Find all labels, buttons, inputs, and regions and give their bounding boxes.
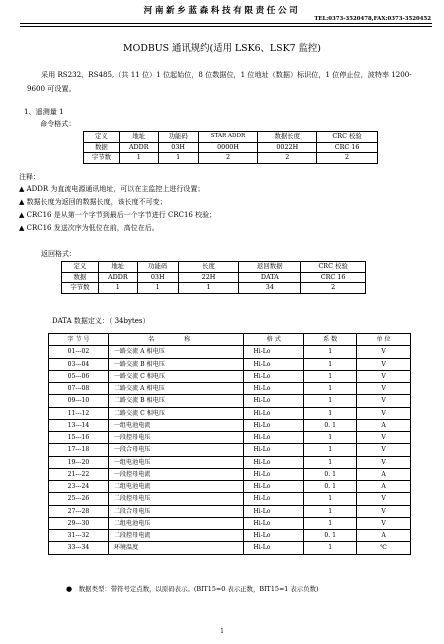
- table-cell: 一段控母电流: [108, 468, 244, 480]
- note-text: ADDR 为直流电源通讯地址，可以在主监控上进行设置；: [26, 185, 205, 193]
- table-cell: Hi-Lo: [244, 493, 304, 505]
- table-cell: Hi-Lo: [244, 383, 304, 395]
- table-cell: 二路交流 B 相电压: [108, 395, 244, 407]
- table-cell: 1: [304, 370, 357, 382]
- table-cell: 一段控母电压: [108, 432, 244, 444]
- cell: 03H: [137, 272, 178, 283]
- intro-paragraph: [27, 68, 423, 96]
- table-cell: V: [357, 517, 411, 529]
- table-cell: Hi-Lo: [244, 444, 304, 456]
- cell: 2: [258, 153, 317, 164]
- intro-text: 采用 RS232、RS485,（共 11 位）1 位起始位，8 位数据位，1 位地址（数据）标识位，1 位停止位，波特率 1200-9600 可设置。: [27, 70, 412, 93]
- table-cell: V: [357, 432, 411, 444]
- cell: 0022H: [258, 142, 317, 153]
- table-cell: Hi-Lo: [244, 419, 304, 431]
- table-cell: A: [357, 468, 411, 480]
- cell: CRC 校验: [301, 262, 366, 273]
- footnote: [66, 584, 318, 593]
- table-cell: 一路交流 C 相电压: [108, 370, 244, 382]
- header-cell: 系 数: [304, 334, 357, 346]
- table-cell: 1: [304, 542, 357, 554]
- triangle-bullet-icon: ▲: [19, 198, 25, 206]
- table-cell: 一路交流 B 相电压: [108, 358, 244, 370]
- table-cell: V: [357, 444, 411, 456]
- cell: 字节数: [62, 283, 99, 294]
- table-cell: V: [357, 505, 411, 517]
- table-row: [49, 358, 411, 370]
- table-row: [49, 395, 411, 407]
- table-cell: V: [357, 383, 411, 395]
- table-cell: Hi-Lo: [244, 456, 304, 468]
- return-data-row: [62, 272, 366, 283]
- cell: CRC 16: [301, 272, 366, 283]
- cell: 数据: [62, 272, 99, 283]
- table-cell: 1: [304, 358, 357, 370]
- table-cell: 13---14: [49, 419, 109, 431]
- cell: 地址: [119, 132, 158, 143]
- cell: 0000H: [198, 142, 258, 153]
- table-row: [49, 468, 411, 480]
- document-title: MODBUS 通讯规约(适用 LSK6、LSK7 监控): [123, 43, 321, 54]
- command-data-row: [84, 142, 378, 153]
- table-cell: 09---10: [49, 395, 109, 407]
- cell: 定义: [84, 132, 120, 143]
- return-table: [61, 261, 366, 294]
- section-heading: 1、遥测量 1: [24, 107, 64, 116]
- table-cell: 31---32: [49, 530, 109, 542]
- table-cell: 11---12: [49, 407, 109, 419]
- table-row: [49, 444, 411, 456]
- note-text: CRC16 发送次序为低位在前，高位在后。: [26, 224, 159, 232]
- triangle-bullet-icon: ▲: [19, 224, 25, 232]
- table-cell: V: [357, 456, 411, 468]
- table-cell: 一组电池电压: [108, 456, 244, 468]
- table-cell: A: [357, 530, 411, 542]
- table-cell: ℃: [357, 542, 411, 554]
- table-cell: 0. 1: [304, 481, 357, 493]
- table-cell: 1: [304, 493, 357, 505]
- table-row: [49, 481, 411, 493]
- dot-bullet-icon: ●: [66, 585, 73, 593]
- table-cell: Hi-Lo: [244, 358, 304, 370]
- table-cell: Hi-Lo: [244, 407, 304, 419]
- table-row: [49, 517, 411, 529]
- cell: 定义: [62, 262, 99, 273]
- cell: DATA: [239, 272, 301, 283]
- contact-tel: TEL:0373-3520478,FAX:0373-3520452: [314, 16, 431, 22]
- table-cell: 二组电池电压: [108, 517, 244, 529]
- table-row: [49, 432, 411, 444]
- cell: 数据: [84, 142, 120, 153]
- table-cell: Hi-Lo: [244, 517, 304, 529]
- note-item: [19, 210, 216, 220]
- table-cell: 05---06: [49, 370, 109, 382]
- table-cell: 25---26: [49, 493, 109, 505]
- table-cell: 一路交流 A 相电压: [108, 346, 244, 358]
- table-cell: A: [357, 481, 411, 493]
- cell: 1: [178, 283, 239, 294]
- header-cell: 字 节 号: [49, 334, 109, 346]
- cell: 数据长度: [258, 132, 317, 143]
- table-cell: Hi-Lo: [244, 530, 304, 542]
- table-row: [49, 530, 411, 542]
- header-rule-thin: [20, 26, 432, 27]
- return-label: 返回格式：: [41, 250, 76, 258]
- table-cell: 一组电池电流: [108, 419, 244, 431]
- table-cell: 01---02: [49, 346, 109, 358]
- table-cell: V: [357, 346, 411, 358]
- table-cell: 19---20: [49, 456, 109, 468]
- header-cell: 单 位: [357, 334, 411, 346]
- note-item: [19, 197, 167, 207]
- cell: 1: [158, 153, 198, 164]
- cell: 功能码: [137, 262, 178, 273]
- table-cell: V: [357, 407, 411, 419]
- table-row: [49, 383, 411, 395]
- cell: 字节数: [84, 153, 120, 164]
- table-cell: 二路交流 A 相电压: [108, 383, 244, 395]
- table-cell: 23---24: [49, 481, 109, 493]
- cell: 03H: [158, 142, 198, 153]
- note-text: CRC16 是从第一个字节到最后一个字节进行 CRC16 校验；: [26, 211, 217, 219]
- table-cell: V: [357, 395, 411, 407]
- table-row: [49, 456, 411, 468]
- cell: 1: [98, 283, 137, 294]
- table-cell: Hi-Lo: [244, 432, 304, 444]
- table-cell: 1: [304, 444, 357, 456]
- table-row: [49, 419, 411, 431]
- table-cell: 二路交流 C 相电压: [108, 407, 244, 419]
- note-item: [19, 184, 204, 194]
- note-item: [19, 223, 159, 233]
- table-cell: 15---16: [49, 432, 109, 444]
- header-cell: 名 称: [108, 334, 244, 346]
- table-cell: Hi-Lo: [244, 542, 304, 554]
- cell: STAR ADDR: [198, 132, 258, 143]
- header-rule: [20, 23, 432, 24]
- cell: ADDR: [98, 272, 137, 283]
- company-name: 河南新乡蓝森科技有限责任公司: [143, 6, 301, 16]
- cell: 2: [301, 283, 366, 294]
- table-cell: 29---30: [49, 517, 109, 529]
- cell: 地址: [98, 262, 137, 273]
- cell: 1: [137, 283, 178, 294]
- table-cell: 1: [304, 456, 357, 468]
- table-cell: Hi-Lo: [244, 395, 304, 407]
- table-row: [49, 407, 411, 419]
- cell: 长度: [178, 262, 239, 273]
- table-cell: 二段合母电压: [108, 505, 244, 517]
- table-cell: 1: [304, 383, 357, 395]
- cell: 2: [317, 153, 378, 164]
- table-cell: 1: [304, 346, 357, 358]
- triangle-bullet-icon: ▲: [19, 211, 25, 219]
- footnote-text: 数据类型：带符号定点数，以原码表示。(BIT15=0 表示正数，BIT15=1 表示负数): [78, 585, 319, 593]
- data-definition-label: DATA 数据定义：（ 34bytes）: [52, 317, 150, 325]
- data-header-row: [49, 334, 411, 346]
- table-cell: 0. 1: [304, 419, 357, 431]
- table-cell: 21---22: [49, 468, 109, 480]
- table-cell: 二段控母电流: [108, 530, 244, 542]
- table-cell: 17---18: [49, 444, 109, 456]
- table-cell: 一段合母电压: [108, 444, 244, 456]
- table-cell: 1: [304, 407, 357, 419]
- table-row: [49, 346, 411, 358]
- table-cell: 27---28: [49, 505, 109, 517]
- table-cell: 07---08: [49, 383, 109, 395]
- command-bytes-row: [84, 153, 378, 164]
- table-cell: 二段控母电压: [108, 493, 244, 505]
- cell: ADDR: [119, 142, 158, 153]
- table-row: [49, 505, 411, 517]
- cell: CRC 16: [317, 142, 378, 153]
- table-cell: 0. 1: [304, 530, 357, 542]
- table-cell: 1: [304, 432, 357, 444]
- cell: 1: [119, 153, 158, 164]
- table-cell: A: [357, 419, 411, 431]
- table-cell: Hi-Lo: [244, 346, 304, 358]
- table-cell: Hi-Lo: [244, 468, 304, 480]
- table-row: [49, 542, 411, 554]
- table-cell: 0. 1: [304, 468, 357, 480]
- header-cell: 格 式: [244, 334, 304, 346]
- table-cell: V: [357, 370, 411, 382]
- cell: CRC 校验: [317, 132, 378, 143]
- table-cell: 1: [304, 395, 357, 407]
- table-cell: 1: [304, 505, 357, 517]
- cell: 2: [198, 153, 258, 164]
- table-cell: V: [357, 493, 411, 505]
- page-number: 1: [220, 628, 224, 635]
- table-cell: 1: [304, 517, 357, 529]
- cell: 功能码: [158, 132, 198, 143]
- cell: 返回数据: [239, 262, 301, 273]
- command-header-row: [84, 132, 378, 143]
- table-cell: 环境温度: [108, 542, 244, 554]
- table-cell: 二组电池电流: [108, 481, 244, 493]
- triangle-bullet-icon: ▲: [19, 185, 25, 193]
- table-cell: Hi-Lo: [244, 370, 304, 382]
- table-cell: 03---04: [49, 358, 109, 370]
- notes-label: 注释：: [19, 173, 40, 181]
- cell: 34: [239, 283, 301, 294]
- table-row: [49, 370, 411, 382]
- command-label: 命令格式：: [40, 119, 76, 128]
- cell: 22H: [178, 272, 239, 283]
- table-cell: V: [357, 358, 411, 370]
- return-bytes-row: [62, 283, 366, 294]
- table-cell: Hi-Lo: [244, 481, 304, 493]
- data-definition-table: [48, 333, 411, 555]
- table-cell: 33---34: [49, 542, 109, 554]
- table-cell: Hi-Lo: [244, 505, 304, 517]
- note-text: 数据长度为返回的数据长度，该长度不可变；: [26, 198, 167, 206]
- return-header-row: [62, 262, 366, 273]
- command-table: [83, 131, 378, 164]
- table-row: [49, 493, 411, 505]
